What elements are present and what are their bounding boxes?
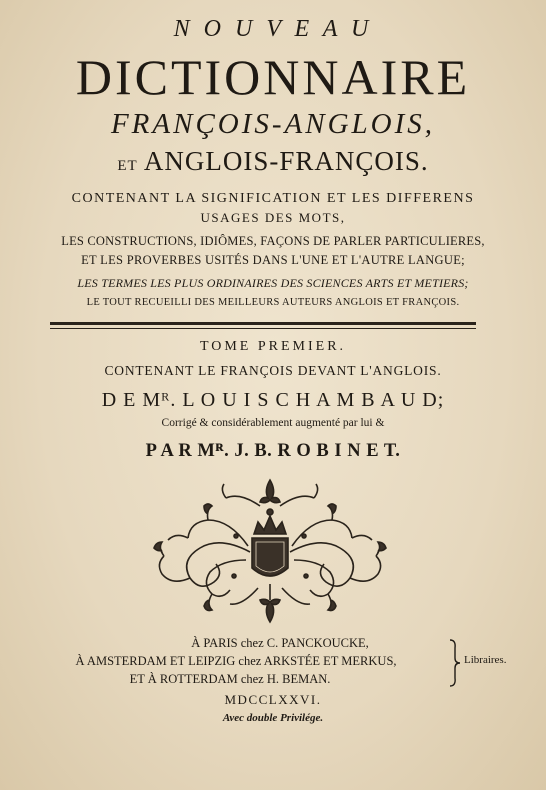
corrige-line: Corrigé & considérablement augmenté par lui & [161,417,385,429]
title-nouveau: N O U V E A U [173,16,373,42]
subtitle-contenant-1: CONTENANT LA SIGNIFICATION ET LES DIFFERENS [71,191,475,206]
subtitle-constructions-1: LES CONSTRUCTIONS, IDIÔMES, FAÇONS DE PARLER PARTICULIERES, [61,234,485,248]
imprint-privilege: Avec double Privilége. [222,712,324,724]
imprint-paris: À PARIS chez C. PANCKOUCKE, [191,636,369,650]
double-rule-thin [50,328,476,329]
author-robinet: P A R Mᴿ. J. B. R O B I N E T. [145,441,401,461]
imprint-libraires: Libraires. [464,654,507,666]
curly-brace-icon [448,638,462,688]
imprint-amsterdam: À AMSTERDAM ET LEIPZIG chez ARKSTÉE ET MERKUS, [75,654,397,668]
imprint-date: MDCCLXXVI. [224,692,322,707]
tome-premier: TOME PREMIER. [199,339,347,354]
subtitle-termes: LES TERMES LES PLUS ORDINAIRES DES SCIENCES ARTS ET METIERS; [77,276,469,290]
subtitle-contenant-2: USAGES DES MOTS, [200,210,346,225]
title-et-prefix: ET [117,158,138,174]
imprint-rotterdam: ET À ROTTERDAM chez H. BEMAN. [129,672,331,686]
title-anglois-francois-line [0,146,546,177]
author-chambaud: D E Mᴿ. L O U I S C H A M B A U D; [101,389,445,411]
subtitle-recueilli: LE TOUT RECUEILLI DES MEILLEURS AUTEURS ANGLOIS ET FRANÇOIS. [86,297,460,308]
contenant-francois: CONTENANT LE FRANÇOIS DEVANT L'ANGLOIS. [104,363,442,378]
double-rule-thick [50,322,476,325]
title-dictionnaire: DICTIONNAIRE [75,49,471,105]
title-anglois-francois: ANGLOIS-FRANÇOIS. [143,146,429,176]
fleur-de-lis-vignette-icon [150,476,390,626]
title-francois-anglois: FRANÇOIS-ANGLOIS, [110,108,436,140]
subtitle-constructions-2: ET LES PROVERBES USITÉS DANS L'UNE ET L'AUTRE LANGUE; [81,253,465,267]
